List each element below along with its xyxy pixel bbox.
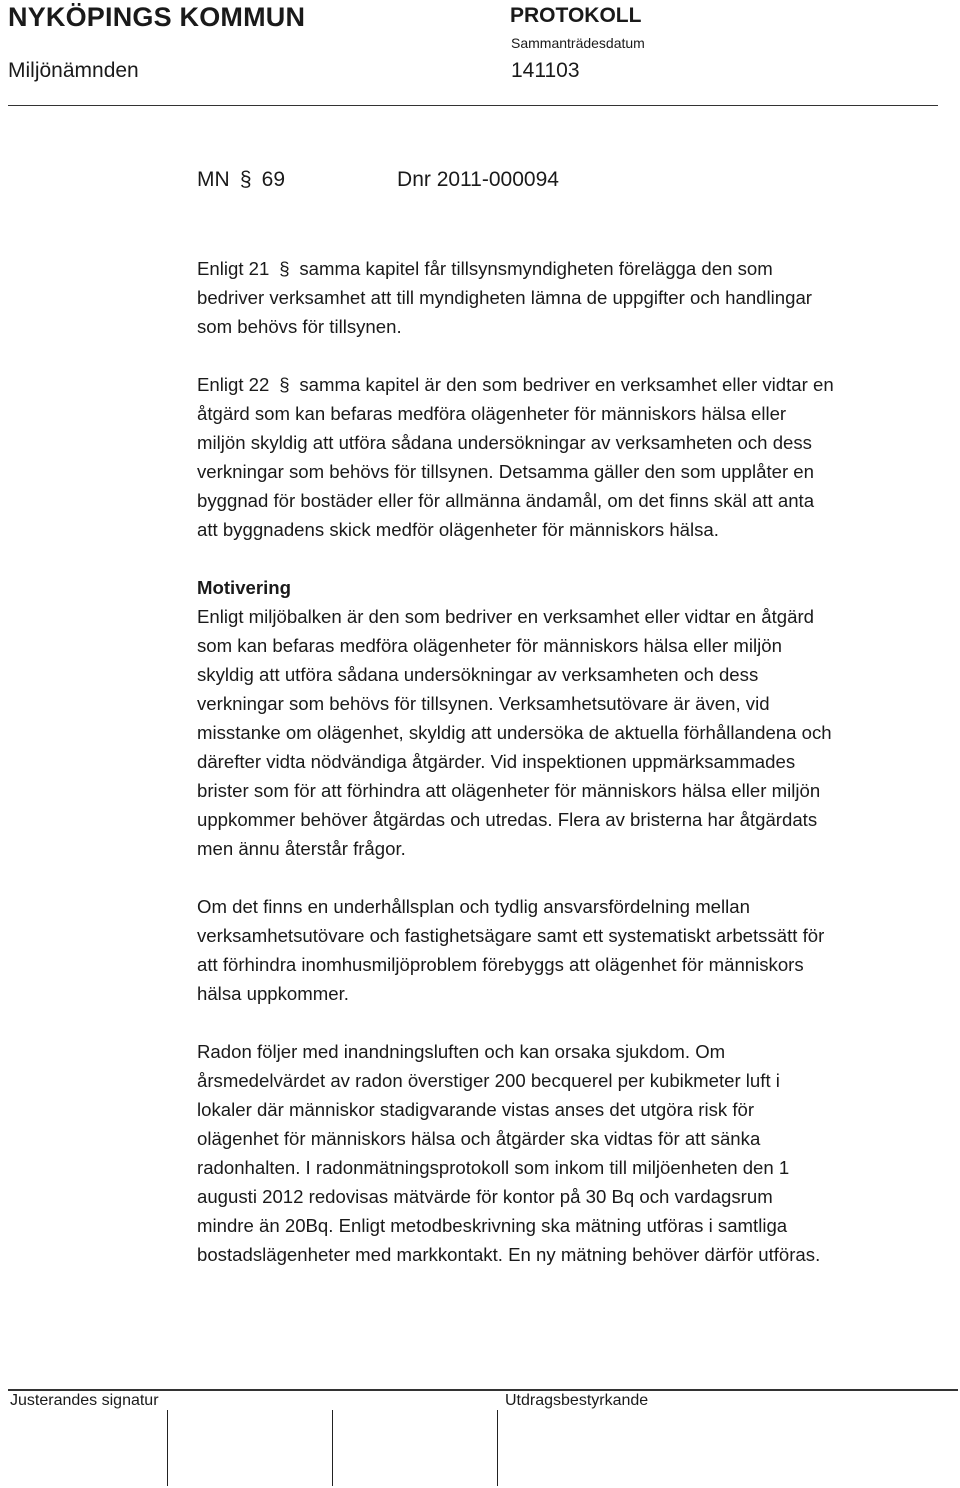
text-line: verkningar som behövs för tillsynen. Verksamhetsutövare är även, vid bbox=[197, 693, 770, 714]
section-symbol: § bbox=[279, 374, 290, 395]
extract-certification-label: Utdragsbestyrkande bbox=[505, 1392, 649, 1409]
paragraph-gap bbox=[197, 863, 937, 892]
case-prefix: MN bbox=[197, 168, 230, 191]
text-line: Enligt miljöbalken är den som bedriver en verksamhet eller vidtar en åtgärd bbox=[197, 606, 814, 627]
text-line: radonhalten. I radonmätningsprotokoll som inkom till miljöenheten den 1 bbox=[197, 1157, 790, 1178]
text-line: lokaler där människor stadigvarande vistas anses det utgöra risk för bbox=[197, 1099, 755, 1120]
text-line: brister som för att förhindra att olägenheter för människors hälsa eller miljön bbox=[197, 780, 821, 801]
signature-label: Justerandes signatur bbox=[10, 1392, 159, 1409]
organization-name: NYKÖPINGS KOMMUN bbox=[8, 2, 306, 32]
case-dnr: Dnr 2011-000094 bbox=[397, 168, 559, 191]
text-line: Om det finns en underhållsplan och tydlig ansvarsfördelning mellan bbox=[197, 896, 750, 917]
text-fragment: samma kapitel är den som bedriver en verksamhet eller vidtar en bbox=[299, 374, 834, 395]
paragraph-gap bbox=[197, 341, 937, 370]
text-line: verkningar som behövs för tillsynen. Detsamma gäller den som upplåter en bbox=[197, 461, 814, 482]
document-type: PROTOKOLL bbox=[510, 4, 642, 27]
text-line bbox=[197, 370, 937, 399]
text-line: augusti 2012 redovisas mätvärde för kontor på 30 Bq och vardagsrum bbox=[197, 1186, 773, 1207]
text-line: bostadslägenheter med markkontakt. En ny mätning behöver därför utföras. bbox=[197, 1244, 821, 1265]
section-symbol: § bbox=[279, 258, 290, 279]
text-line: men ännu återstår frågor. bbox=[197, 838, 406, 859]
section-heading-motivering: Motivering bbox=[197, 577, 292, 598]
footer-divider bbox=[8, 1389, 958, 1391]
paragraph-2 bbox=[197, 370, 937, 544]
text-line: årsmedelvärdet av radon överstiger 200 becquerel per kubikmeter luft i bbox=[197, 1070, 780, 1091]
text-line: åtgärd som kan befaras medföra olägenheter för människors hälsa eller bbox=[197, 403, 787, 424]
text-line: som behövs för tillsynen. bbox=[197, 316, 402, 337]
text-line: misstanke om olägenhet, skyldig att undersöka de aktuella förhållandena och bbox=[197, 722, 832, 743]
text-line: mindre än 20Bq. Enligt metodbeskrivning ska mätning utföras i samtliga bbox=[197, 1215, 788, 1236]
signature-field-divider bbox=[497, 1410, 498, 1486]
paragraph-3 bbox=[197, 602, 937, 863]
text-line: att förhindra inomhusmiljöproblem förebyggs att olägenhet för människors bbox=[197, 954, 804, 975]
signature-field-divider bbox=[167, 1410, 168, 1486]
text-line: verksamhetsutövare och fastighetsägare samt ett systematiskt arbetssätt för bbox=[197, 925, 825, 946]
paragraph-gap bbox=[197, 544, 937, 573]
paragraph-1 bbox=[197, 254, 937, 341]
text-line: skyldig att utföra sådana undersökningar av verksamheten och dess bbox=[197, 664, 759, 685]
section-symbol: § bbox=[239, 168, 252, 191]
document-body bbox=[197, 254, 937, 1269]
case-reference bbox=[197, 168, 559, 192]
text-line: bedriver verksamhet att till myndigheten lämna de uppgifter och handlingar bbox=[197, 287, 812, 308]
date-label: Sammanträdesdatum bbox=[511, 35, 645, 51]
text-fragment: Enligt 21 bbox=[197, 258, 270, 279]
signature-field-divider bbox=[332, 1410, 333, 1486]
text-line: miljön skyldig att utföra sådana undersökningar av verksamheten och dess bbox=[197, 432, 812, 453]
text-line: olägenhet för människors hälsa och åtgärder ska vidtas för att sänka bbox=[197, 1128, 761, 1149]
paragraph-gap bbox=[197, 1008, 937, 1037]
text-line: byggnad för bostäder eller för allmänna ändamål, om det finns skäl att anta bbox=[197, 490, 815, 511]
text-line: därefter vidta nödvändiga åtgärder. Vid inspektionen uppmärksammades bbox=[197, 751, 796, 772]
text-fragment: samma kapitel får tillsynsmyndigheten förelägga den som bbox=[299, 258, 773, 279]
paragraph-5 bbox=[197, 1037, 937, 1269]
paragraph-4 bbox=[197, 892, 937, 1008]
board-name: Miljönämnden bbox=[8, 59, 139, 82]
text-line: hälsa uppkommer. bbox=[197, 983, 349, 1004]
case-number: 69 bbox=[261, 168, 286, 191]
text-line: uppkommer behöver åtgärdas och utredas. Flera av bristerna har åtgärdats bbox=[197, 809, 818, 830]
text-line: Radon följer med inandningsluften och kan orsaka sjukdom. Om bbox=[197, 1041, 726, 1062]
text-line bbox=[197, 254, 937, 283]
header-divider bbox=[8, 105, 938, 106]
text-fragment: Enligt 22 bbox=[197, 374, 270, 395]
text-line: som kan befaras medföra olägenheter för människors hälsa eller miljön bbox=[197, 635, 782, 656]
text-line: att byggnadens skick medför olägenheter för människors hälsa. bbox=[197, 519, 719, 540]
meeting-date: 141103 bbox=[511, 59, 580, 82]
